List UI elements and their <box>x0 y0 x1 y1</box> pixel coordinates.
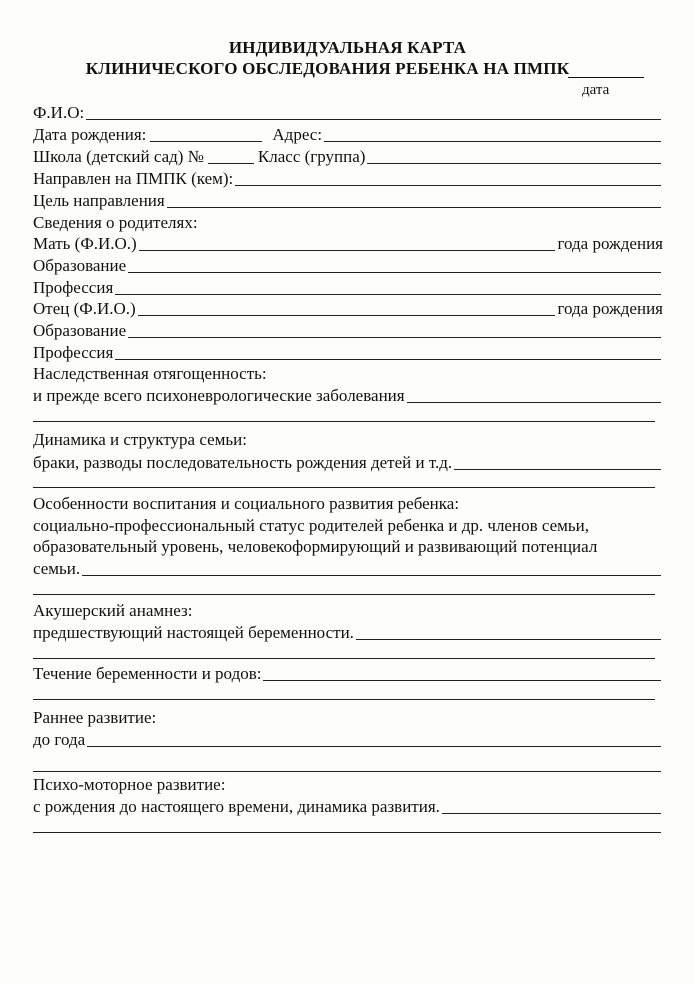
heredity-label: Наследственная отягощенность: <box>33 364 267 383</box>
upbringing-heading-row <box>33 492 663 514</box>
upbringing-sub1-label: социально-профессиональный статус родителей ребенка и др. членов семьи, <box>33 516 590 535</box>
birth-date-label: Дата рождения: <box>33 125 147 144</box>
psychomotor-label: Психо-моторное развитие: <box>33 775 226 794</box>
form-title-line1: ИНДИВИДУАЛЬНАЯ КАРТА <box>228 38 467 57</box>
upbringing-sub2-label: образовательный уровень, человекоформирующий и развивающий потенциал <box>33 537 598 556</box>
obstetric-row <box>33 621 663 643</box>
date-label: дата <box>582 82 610 98</box>
early-dev-sub-label: до года <box>33 730 86 749</box>
fio-label: Ф.И.О: <box>33 103 85 122</box>
address-label: Адрес: <box>272 125 323 144</box>
birth-address-row <box>33 123 663 145</box>
father-profession-row <box>33 341 663 363</box>
class-field[interactable] <box>367 147 661 164</box>
father-education-label: Образование <box>33 321 127 340</box>
upbringing-sub2-row <box>33 535 663 557</box>
obstetric-field[interactable] <box>356 623 661 640</box>
early-dev-label: Раннее развитие: <box>33 708 157 727</box>
heredity-sub-label: и прежде всего психоневрологические заболевания <box>33 386 405 405</box>
father-label: Отец (Ф.И.О.) <box>33 299 136 318</box>
early-dev-row <box>33 728 663 750</box>
class-label: Класс (группа) <box>257 147 366 166</box>
fio-field[interactable] <box>86 103 661 120</box>
mother-row <box>33 232 663 254</box>
school-class-row <box>33 145 663 167</box>
obstetric-sub-label: предшествующий настоящей беременности. <box>33 623 354 642</box>
father-education-row <box>33 319 663 341</box>
pregnancy-field[interactable] <box>263 664 661 681</box>
father-name-field[interactable] <box>138 299 556 316</box>
father-row <box>33 297 663 319</box>
father-education-field[interactable] <box>128 321 661 338</box>
date-input-line[interactable] <box>568 59 644 78</box>
upbringing-extra-line[interactable] <box>33 593 655 595</box>
obstetric-extra-line[interactable] <box>33 657 655 659</box>
psychomotor-field[interactable] <box>442 797 661 814</box>
early-dev-field[interactable] <box>87 730 661 747</box>
father-year-label: года рождения <box>557 299 663 318</box>
heredity-row <box>33 384 663 406</box>
obstetric-heading-row <box>33 599 663 621</box>
psychomotor-extra-line[interactable] <box>33 831 661 833</box>
referred-row <box>33 167 663 189</box>
parents-heading-row <box>33 211 663 233</box>
mother-name-field[interactable] <box>139 234 556 251</box>
psychomotor-heading-row <box>33 773 663 795</box>
mother-year-label: года рождения <box>557 234 663 253</box>
early-dev-heading-row <box>33 706 663 728</box>
school-number-field[interactable] <box>208 147 254 164</box>
upbringing-field[interactable] <box>82 559 661 576</box>
family-heading-row <box>33 428 663 450</box>
family-dynamics-label: Динамика и структура семьи: <box>33 430 247 449</box>
school-label: Школа (детский сад) № <box>33 147 204 166</box>
psychomotor-sub-label: с рождения до настоящего времени, динамика развития. <box>33 797 440 816</box>
upbringing-label: Особенности воспитания и социального развития ребенка: <box>33 494 460 513</box>
obstetric-label: Акушерский анамнез: <box>33 601 193 620</box>
form-title-line2: КЛИНИЧЕСКОГО ОБСЛЕДОВАНИЯ РЕБЕНКА НА ПМПК <box>85 59 570 78</box>
mother-education-field[interactable] <box>128 256 661 273</box>
heredity-extra-line[interactable] <box>33 420 655 422</box>
pregnancy-row <box>33 662 663 684</box>
pregnancy-label: Течение беременности и родов: <box>33 664 262 683</box>
referred-by-label: Направлен на ПМПК (кем): <box>33 169 234 188</box>
psychomotor-row <box>33 795 663 817</box>
mother-profession-row <box>33 276 663 298</box>
family-extra-line[interactable] <box>33 486 655 488</box>
mother-label: Мать (Ф.И.О.) <box>33 234 137 253</box>
upbringing-sub1-row <box>33 514 663 536</box>
heredity-heading-row <box>33 362 663 384</box>
father-profession-field[interactable] <box>115 343 661 360</box>
referred-by-field[interactable] <box>235 169 661 186</box>
father-profession-label: Профессия <box>33 343 114 362</box>
family-dynamics-field[interactable] <box>454 453 661 470</box>
heredity-field[interactable] <box>407 386 661 403</box>
birth-date-field[interactable] <box>150 125 262 142</box>
address-field[interactable] <box>324 125 661 142</box>
purpose-row <box>33 189 663 211</box>
purpose-label: Цель направления <box>33 191 165 210</box>
parents-info-label: Сведения о родителях: <box>33 213 198 232</box>
upbringing-sub3-row <box>33 557 663 579</box>
mother-profession-field[interactable] <box>115 278 661 295</box>
fio-row <box>33 101 663 123</box>
mother-profession-label: Профессия <box>33 278 114 297</box>
upbringing-sub3-label: семьи. <box>33 559 81 578</box>
purpose-field[interactable] <box>167 191 661 208</box>
pregnancy-extra-line[interactable] <box>33 698 655 700</box>
family-row <box>33 451 663 473</box>
mother-education-row <box>33 254 663 276</box>
early-dev-extra-line[interactable] <box>33 770 661 772</box>
family-dynamics-sub-label: браки, разводы последовательность рождения детей и т.д. <box>33 453 453 472</box>
mother-education-label: Образование <box>33 256 127 275</box>
